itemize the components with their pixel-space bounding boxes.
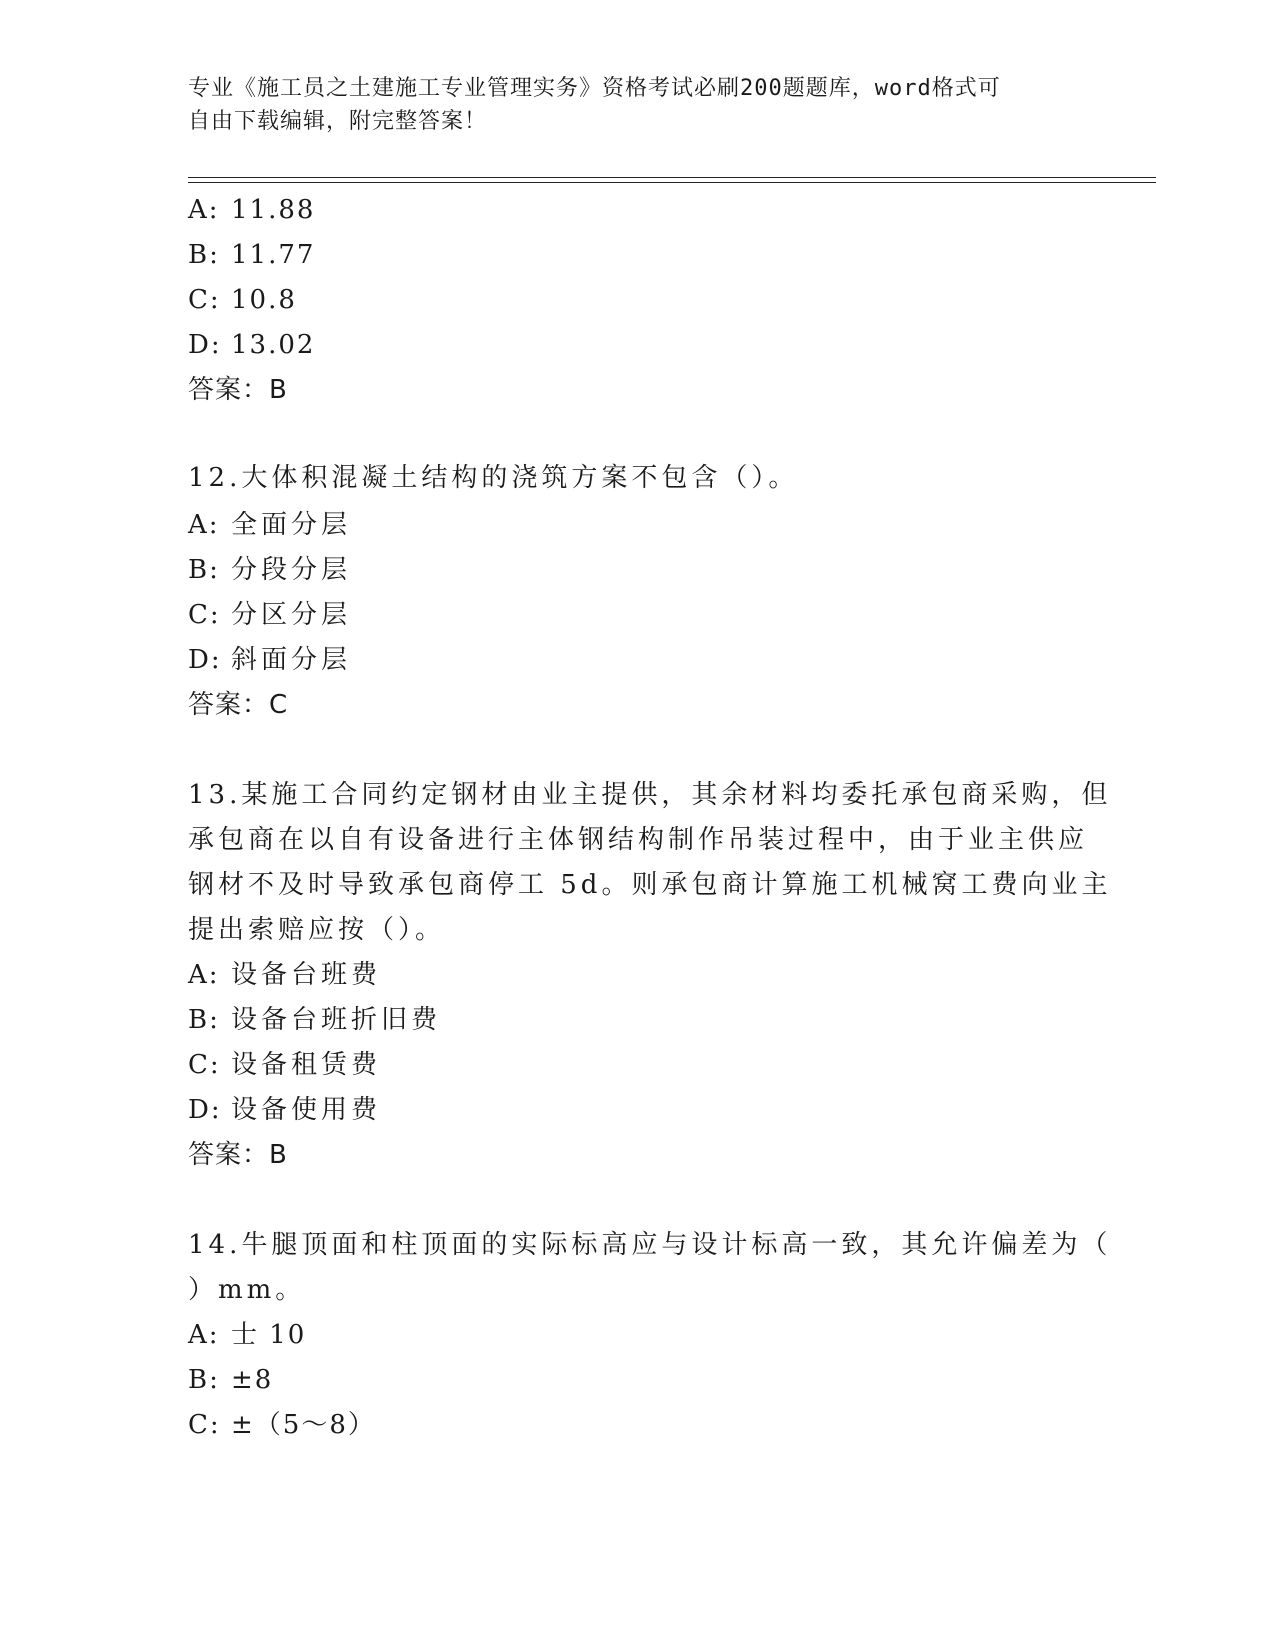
q11-option-a [188,194,315,226]
q12-answer: 答案：C [188,690,289,720]
option-letter: A: [188,1320,220,1350]
q13-question-line-2: 承包商在以自有设备进行主体钢结构制作吊装过程中，由于业主供应 [188,825,1089,855]
option-letter: C: [188,1050,221,1080]
option-text: ±（5～8） [231,1410,376,1440]
option-text: 分区分层 [231,600,352,630]
header-line-2: 自由下载编辑，附完整答案！ [188,109,488,134]
q12-question: 12.大体积混凝土结构的浇筑方案不包含（）。 [188,463,799,493]
q13-option-a [188,959,381,991]
q13-option-c [188,1049,381,1081]
option-text: 全面分层 [231,510,352,540]
option-letter: C: [188,600,221,630]
q13-option-b [188,1004,441,1036]
option-letter: D: [188,645,222,675]
q12-option-a [188,509,351,541]
option-letter: A: [188,195,220,225]
q13-question-line-4: 提出索赔应按（）。 [188,915,446,945]
header-divider-bottom [188,182,1156,183]
option-letter: A: [188,510,220,540]
q12-option-d [188,644,351,676]
q11-answer: 答案：B [188,375,288,405]
option-text: 11.77 [231,240,316,270]
option-letter: C: [188,285,221,315]
option-text: 设备台班折旧费 [231,1005,442,1035]
q11-option-c [188,284,297,316]
q12-option-b [188,554,351,586]
q14-question-line-1: 14.牛腿顶面和柱顶面的实际标高应与设计标高一致，其允许偏差为（ [188,1230,1112,1260]
document-header [188,72,1068,138]
option-text: 设备使用费 [231,1095,382,1125]
option-letter: B: [188,1365,220,1395]
q13-question-line-1: 13.某施工合同约定钢材由业主提供，其余材料均委托承包商采购，但 [188,780,1112,810]
option-text: 分段分层 [231,555,352,585]
option-letter: B: [188,555,220,585]
option-text: 11.88 [231,195,316,225]
q11-option-d [188,329,315,361]
option-text: 10.8 [231,285,297,315]
header-line-1: 专业《施工员之土建施工专业管理实务》资格考试必刷200题题库，word格式可 [188,76,1001,101]
q12-option-c [188,599,351,631]
option-letter: A: [188,960,220,990]
option-text: 设备租赁费 [231,1050,382,1080]
q14-option-b [188,1364,273,1396]
option-letter: B: [188,240,220,270]
option-text: 斜面分层 [231,645,352,675]
q13-option-d [188,1094,381,1126]
header-divider-top [188,177,1156,178]
q14-option-a [188,1319,306,1351]
option-letter: D: [188,330,222,360]
option-text: ±8 [231,1365,274,1395]
q14-option-c [188,1409,376,1441]
q11-option-b [188,239,315,271]
option-text: 设备台班费 [231,960,382,990]
q13-question-line-3: 钢材不及时导致承包商停工 5d。则承包商计算施工机械窝工费向业主 [188,870,1112,900]
option-letter: B: [188,1005,220,1035]
option-letter: C: [188,1410,221,1440]
q14-question-line-2: ）mm。 [188,1275,306,1305]
q13-answer: 答案：B [188,1140,288,1170]
option-text: 士 10 [231,1320,307,1350]
option-letter: D: [188,1095,222,1125]
option-text: 13.02 [231,330,316,360]
